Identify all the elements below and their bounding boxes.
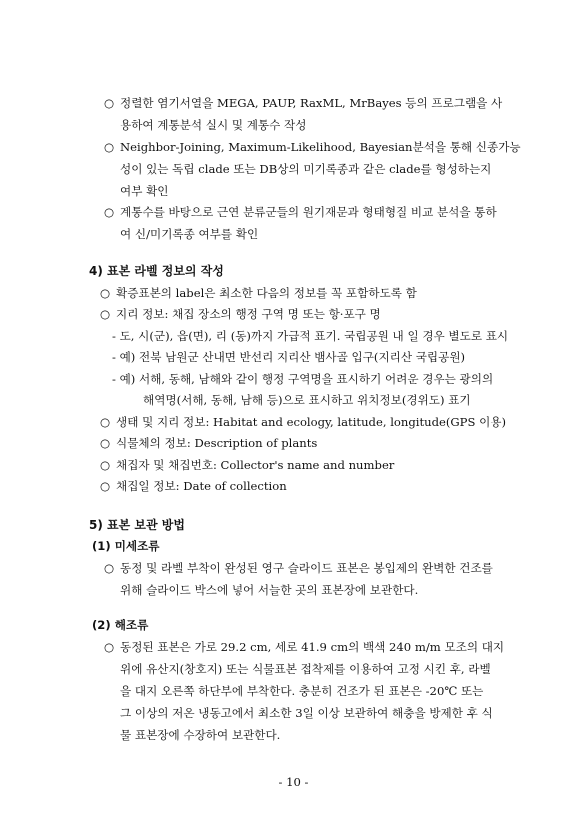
bullet-item xyxy=(100,436,317,451)
circle-bullet-icon: ○ xyxy=(100,458,111,472)
dash-item: - 도, 시(군), 읍(면), 리 (동)까지 가급적 표기. 국립공원 내 일 경우 별도로 표시 xyxy=(112,329,509,343)
circle-bullet-icon: ○ xyxy=(100,286,111,300)
bullet-text: 정렬한 염기서열을 MEGA, PAUP, RaxML, MrBayes 등의 프로그램을 사 xyxy=(120,96,503,110)
circle-bullet-icon: ○ xyxy=(104,640,115,654)
bullet-text: 동정 및 라벨 부착이 완성된 영구 슬라이드 표본은 봉입제의 완벽한 건조를 xyxy=(120,561,493,575)
section-heading: 4) 표본 라벨 정보의 작성 xyxy=(89,264,224,278)
bullet-continuation: 위에 유산지(창호지) 또는 식물표본 접착제를 이용하여 고정 시킨 후, 라벨 xyxy=(120,662,491,676)
bullet-text: 채집자 및 채집번호: Collector's name and number xyxy=(116,458,395,472)
bullet-continuation: 성이 있는 독립 clade 또는 DB상의 미기록종과 같은 clade를 형성하는지 xyxy=(120,162,492,176)
bullet-item xyxy=(104,640,504,655)
circle-bullet-icon: ○ xyxy=(104,140,115,154)
bullet-text: 채집일 정보: Date of collection xyxy=(116,479,287,493)
bullet-item-2 xyxy=(104,140,521,155)
bullet-item xyxy=(100,307,381,322)
bullet-continuation: 그 이상의 저온 냉동고에서 최소한 3일 이상 보관하여 해충을 방제한 후 식 xyxy=(120,706,493,720)
bullet-text: Neighbor-Joining, Maximum-Likelihood, Bayesian분석을 통해 신종가능 xyxy=(120,140,521,154)
bullet-continuation: 여 신/미기록종 여부를 확인 xyxy=(120,227,259,241)
bullet-item xyxy=(100,415,506,430)
dash-item: - 예) 서해, 동해, 남해와 같이 행정 구역명을 표시하기 어려운 경우는 광의의 xyxy=(112,372,494,386)
bullet-text: 지리 정보: 채집 장소의 행정 구역 명 또는 항·포구 명 xyxy=(116,307,381,321)
bullet-item xyxy=(100,458,394,473)
subsection-heading: (2) 해조류 xyxy=(92,618,149,632)
subsection-heading: (1) 미세조류 xyxy=(92,539,160,553)
bullet-text: 식물체의 정보: Description of plants xyxy=(116,436,318,450)
circle-bullet-icon: ○ xyxy=(104,205,115,219)
circle-bullet-icon: ○ xyxy=(100,415,111,429)
circle-bullet-icon: ○ xyxy=(100,436,111,450)
bullet-continuation: 여부 확인 xyxy=(120,184,169,198)
bullet-continuation: 용하여 계통분석 실시 및 계통수 작성 xyxy=(120,118,307,132)
bullet-text: 동정된 표본은 가로 29.2 cm, 세로 41.9 cm의 백색 240 m/m 모조의 대지 xyxy=(120,640,505,654)
circle-bullet-icon: ○ xyxy=(100,307,111,321)
bullet-item-1 xyxy=(104,96,502,111)
bullet-text: 생태 및 지리 정보: Habitat and ecology, latitude, longitude(GPS 이용) xyxy=(116,415,507,429)
page-number: - 10 - xyxy=(278,775,309,789)
circle-bullet-icon: ○ xyxy=(104,96,115,110)
section-heading: 5) 표본 보관 방법 xyxy=(89,518,185,532)
bullet-continuation: 위해 슬라이드 박스에 넣어 서늘한 곳의 표본장에 보관한다. xyxy=(120,583,419,597)
bullet-text: 계통수를 바탕으로 근연 분류군들의 원기재문과 형태형질 비교 분석을 통하 xyxy=(120,205,497,219)
bullet-continuation: 을 대지 오른쪽 하단부에 부착한다. 충분히 건조가 된 표본은 -20℃ 또는 xyxy=(120,684,484,698)
dash-continuation: 해역명(서해, 동해, 남해 등)으로 표시하고 위치정보(경위도) 표기 xyxy=(143,393,471,407)
bullet-item xyxy=(104,561,493,576)
bullet-text: 확증표본의 label은 최소한 다음의 정보를 꼭 포함하도록 함 xyxy=(116,286,417,300)
circle-bullet-icon: ○ xyxy=(100,479,111,493)
circle-bullet-icon: ○ xyxy=(104,561,115,575)
bullet-item xyxy=(100,286,417,301)
dash-item: - 예) 전북 남원군 산내면 반선리 지리산 뱀사골 입구(지리산 국립공원) xyxy=(112,350,466,364)
bullet-continuation: 물 표본장에 수장하여 보관한다. xyxy=(120,728,281,742)
bullet-item-3 xyxy=(104,205,497,220)
bullet-item xyxy=(100,479,287,494)
